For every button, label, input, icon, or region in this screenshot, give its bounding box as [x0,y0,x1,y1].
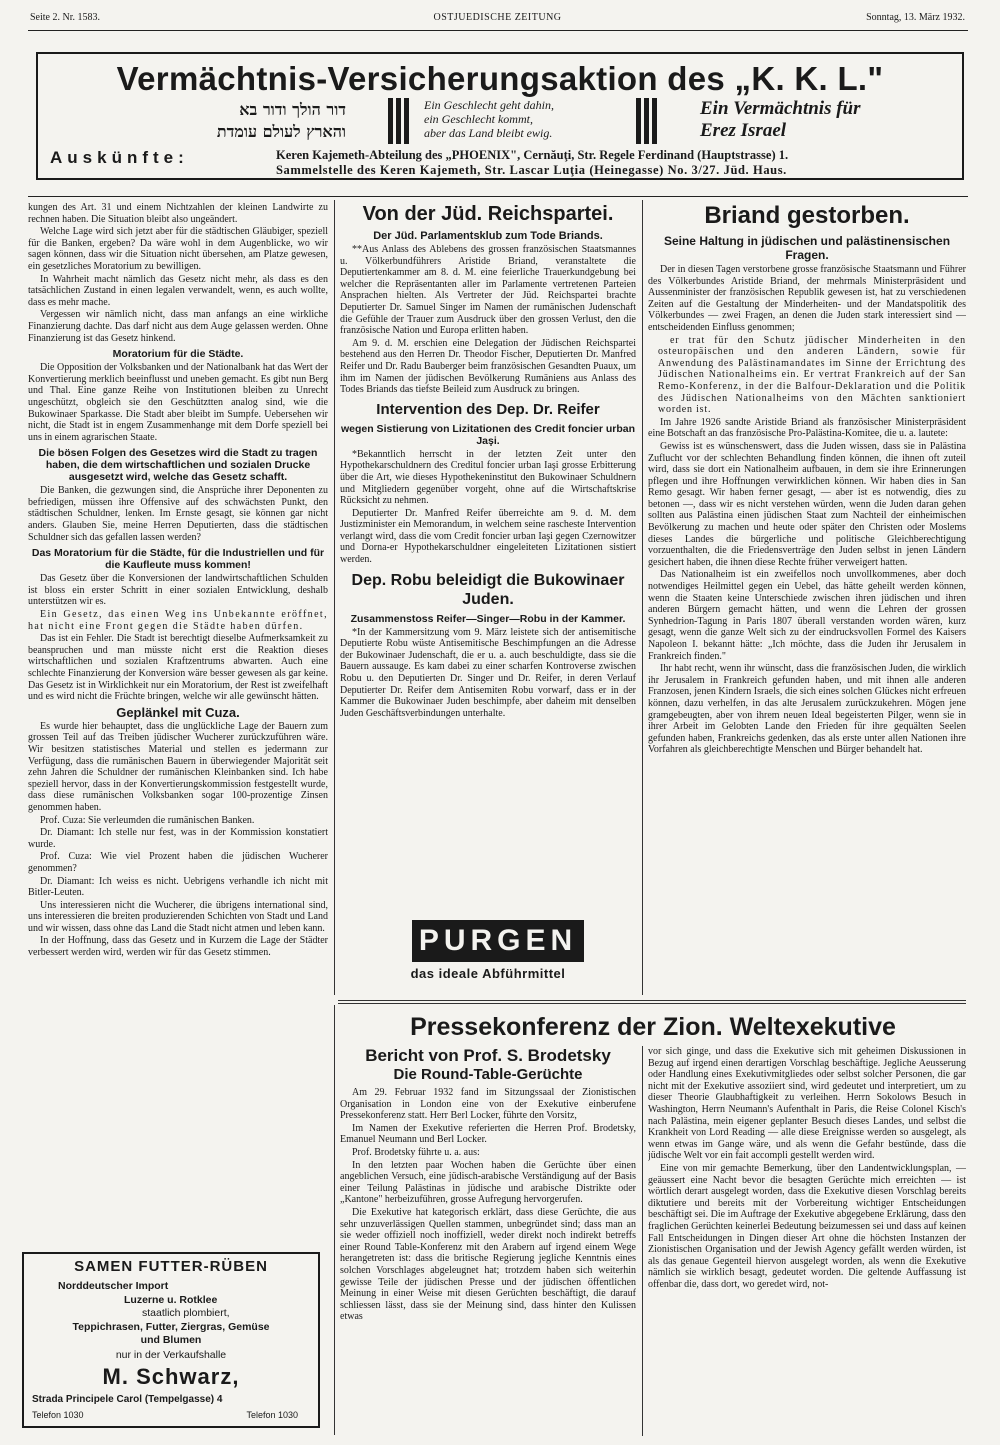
ad-address: Strada Principele Carol (Tempelgasse) 4 [32,1394,223,1405]
purgen-brand: PURGEN [412,920,584,962]
paragraph: Prof. Cuza: Sie verleumden die rumänischen Banken. [40,814,255,826]
subhead-briand: Seine Haltung in jüdischen und palästinensischen Fragen. [663,234,951,262]
info-line1: Keren Kajemeth-Abteilung des „PHOENIX", Cernăuţi, Str. Regele Ferdinand (Hauptstrasse) 1. [276,148,789,162]
paragraph: Prof. Cuza: Wie viel Prozent haben die jüdischen Wucherer genommen? [28,851,328,874]
subhead-robu: Zusammenstoss Reifer—Singer—Robu in der Kammer. [350,612,626,625]
paragraph: er trat für den Schutz jüdischer Minderheiten in den osteuropäischen und den anderen Ländern, sowie für Anwendung des Palästinamandates im Sinne der Errichtung des Jüdischen Nationalheims ein. Er vertrat Frankreich auf der San Remo-Konferenz, in der die Balfour-Deklaration und die Politik des Jüdischen Nationalheims von den Mächten sanktioniert worden ist. [658,334,966,416]
banner-bottom-rule [28,196,968,197]
paragraph: Die Exekutive hat kategorisch erklärt, dass diese Gerüchte, die aus sehr unzuverlässigen Quellen stammen, unbegründet sind; dass man an sie weder offiziell noch inoffiziell, weder direkt noch indirekt betreffs einer Round Table-Konferenz mit den Arabern auf irgend einem Wege herangetreten ist: dass die britische Regierung jegliche Kenntnis eines solchen Vorschlages abgeleugnet hat; trotzdem haben sich weiterhin gewisse Teile der jüdischen Presse und der jüdischen öffentlichen Meinung in einer Weise mit diesen Gerüchten beschäftigt, die darauf schliessen lässt, dass sie der Meinung sind, dass hinter den Kulissen etwas [340,1206,636,1323]
paragraph: Das Nationalheim ist ein zweifellos noch unvollkommenes, aber doch notwendiges Heilmittel gegen ein Uebel, das hätte geheilt werden können, wenn die Staaten keine Unterschiede zwischen ihren jüdischen und ihren anderen Bürgern gemacht hätten, und wenn die Lehren der grossen Synhedrion-Tagung in Paris 1807 überall verstanden worden wären, kurz gesagt, wenn die ganze Welt sich zu der eindrucksvollen Formel des Kaisers Napoleon I. bekannt hätte: „Ich möchte, dass die Juden ihr Jerusalem in Frankreich finden." [648,569,966,662]
banner-hebrew-line2: והארץ לעולם עומדת [216,122,346,141]
ad-line5: und Blumen [140,1334,202,1346]
paragraph: Am 29. Februar 1932 fand im Sitzungssaal der Zionistischen Organisation in London eine von der Exekutive einberufene Pressekonferenz statt. Herr Berl Locker, führte den Vorsitz, [340,1087,636,1122]
paragraph: Am 9. d. M. erschien eine Delegation der Jüdischen Reichspartei bestehend aus den Herren Dr. Theodor Fischer, Deputierten Dr. Manfred Reifer und Dr. Radu Bauberger beim französischen Gesandten Puaux, um ihm im Namen der jüdischen Bevölkerung Rumäniens aus Anlass des Todes Briands das tiefste Beileid zum Ausdruck zu bringen. [340,337,636,396]
paragraph: vor sich ginge, und dass die Exekutive sich mit geheimen Diskussionen in Bezug auf irgend einen derartigen Vorschlag beschäftige. Jegliche Aeusserung oder Handlung eines Exekutivmitgliedes oder selbst solcher Personen, die gar nicht mit der Exekutive assoziiert sind, wird gedeutet und interpretiert, um zu dieser Theorie Glaubhaftigkeit zu verleihen. Herrn Sokolows Besuch in Washington, Herrn Neumann's Aufenthalt in Paris, die Reise Colonel Kisch's nach Palästina, mein eigener geplanter Besuch dieses Landes, und selbst die Krankheit von Lord Reading — alle diese Ereignisse werden so ausgelegt, als wenn etwas im Gange wäre, und als wenn die Gefahr bestünde, dass die jüdische Welt vor ein fait accompli gestellt werden wird. [648,1046,966,1162]
ad-phone-right: Telefon 1030 [246,1410,298,1420]
ad-phone-left: Telefon 1030 [32,1410,84,1420]
ad-title: SAMEN FUTTER-RÜBEN [74,1258,268,1275]
newspaper-name: OSTJUEDISCHE ZEITUNG [433,12,562,23]
right-column-briand [648,202,966,992]
bottom-column-rule [642,1046,643,1436]
subhead-intervention: wegen Sistierung von Lizitationen des Credit foncier urban Jaşi. [340,422,636,447]
paragraph: Ein Gesetz, das einen Weg ins Unbekannte eröffnet, hat nicht eine Front gegen die Städte haben dürfen. [28,609,328,632]
seeds-advertisement [22,1252,320,1428]
banner-hebrew-line1: דור הולך ודור בא [239,100,346,119]
paragraph: Dr. Diamant: Ich weiss es nicht. Uebrigens verhandle ich nicht mit Bitler-Leuten. [28,875,328,899]
page-header [30,12,965,28]
purgen-tagline: das ideale Abführmittel [410,966,566,981]
section-rule [338,1003,966,1004]
subhead-round-table: Die Round-Table-Gerüchte [393,1066,583,1083]
paragraph: **Aus Anlass des Ablebens des grossen französischen Staatsmannes u. Völkerbundführers Aristide Briand, veranstaltete die Deputiertenkammer am 8. d. M. eine feierliche Trauerkundgebung bei welcher die Repräsentanten aller im Parlamente vertretenen Parteien Ansprachen hielten. Als Vertreter der Jüd. Reichspartei brachte Deputierter Dr. Samuel Singer im Namen der rumänischen Judenschaft die Gefühle der Trauer zum Ausdruck über den grossen Verlust, den die französische Nation und Europa erlitten haben. [340,244,636,337]
subhead-brodetsky: Bericht von Prof. S. Brodetsky [365,1046,611,1065]
paragraph: Prof. Brodetsky führte u. a. aus: [352,1146,480,1158]
banner-ornament-left [388,98,416,144]
banner-info [276,148,788,178]
section-heading: Geplänkel mit Cuza. [116,704,240,720]
paragraph: In Wahrheit macht nämlich das Gesetz nicht mehr, als dass es den tatsächlichen Zustand in einen legalen verwandelt, wenn, es auch wollte, dass es mehr mache. [28,273,328,308]
paragraph: Eine von mir gemachte Bemerkung, über den Landentwicklungsplan, — geäussert eine Nacht bevor die besagten Gerüchte mich erreichten — ist wörtlich derart ausgelegt worden, dass die Exekutive diesen Vorschlag bereits diktutiere und bereits mit der Vorbereitung wichtiger Entscheidungen beschäftigt sei. Die im Auftrage der Exekutive abgegebene Erklärung, dass den fraglichen Gerüchten keinerlei Bedeutung beizumessen sei und dass auf keinen Fall Entscheidungen in Dingen dieser Art ohne die höchsten Instanzen der Zionistischen Organisation und der Jewish Agency gefällt werden würden, ist als das genaue Gegenteil hiervon ausgelegt worden, als wenn die Exekutive nämlich sie wirklich besagt, gedeutet worden. Die geltende Auffassung ist offenbar die, dass dort, wo geredet wird, not- [648,1162,966,1290]
headline-pressekonferenz: Pressekonferenz der Zion. Weltexekutive [410,1013,896,1041]
paragraph: *In der Kammersitzung vom 9. März leistete sich der antisemitische Deputierte Robu wüste Antisemitische Beschimpfungen an die Adresse der Bukowinaer Judenschaft, die er u. a. auch beschuldigte, dass sie die Bauern aussauge. Es kam dabei zu einer scharfen Kontroverse zwischen Robu u. den Deputierten Dr. Singer und Dr. Reifer, in deren Verlauf Deputierter Dr. Reifer dem Antisemiten Robu vorwarf, dass er in der Kammer die Bukowinaer Juden beschimpfe, aber daheim mit denselben Juden Geschäftsverbindungen unterhalte. [340,626,636,719]
headline-intervention: Intervention des Dep. Dr. Reifer [376,400,600,418]
headline-robu: Dep. Robu beleidigt die Bukowinaer Juden. [351,571,625,608]
paragraph: Uns interessieren nicht die Wucherer, die übrigens international sind, uns interessieren die breiten produzierenden Schichten von Stadt und Land und wir wissen, dass ohne das Land die Stadt nicht atmen und leben kann. [28,899,328,934]
subhead-parlamentsklub: Der Jüd. Parlamentsklub zum Tode Briands. [373,230,603,242]
column-rule-right [642,200,643,995]
slogan-line1: Ein Vermächtnis für [700,98,861,119]
column-rule-bottom [334,1005,335,1435]
banner-ornament-right [636,98,664,144]
banner-quote [424,98,554,140]
banner-slogan [700,98,861,142]
kkl-banner [36,52,964,180]
ad-line2: Luzerne u. Rotklee [124,1294,218,1306]
page-reference: Seite 2. Nr. 1583. [30,12,100,23]
headline-reichspartei: Von der Jüd. Reichspartei. [362,203,614,225]
paragraph: Im Jahre 1926 sandte Aristide Briand als französischer Ministerpräsident eine Botschaft an das französische Pro-Palästina-Komitee, die u. a. lautete: [648,416,966,440]
quote-line3: aber das Land bleibt ewig. [424,126,553,140]
paragraph: Im Namen der Exekutive referierten die Herren Prof. Brodetsky, Emanuel Neumann und Berl Locker. [340,1122,636,1146]
headline-briand: Briand gestorben. [704,202,910,229]
section-heading: Das Moratorium für die Städte, für die Industriellen und für die Kaufleute muss kommen! [31,547,325,572]
section-rule [338,1000,966,1001]
bottom-article-col2 [648,1046,966,1436]
paragraph: Gewiss ist es wünschenswert, dass die Juden wissen, dass sie in Palästina Zuflucht vor der schlechten Behandlung finden können, die ihnen oft zuteil wird, dass sie dort ein Nationalheim aufbauen, in dem sie ihre Erinnerungen pflegen und ihre Hoffnungen verwirklichen können. Wir haben dies in San Remo gesagt. Wir haben ferner gesagt, — aber ist es notwendig, dies zu betonen —, dass wir es nicht verstehen würden, wenn die Juden daran gehen sollten aus Palästina einen jüdischen Staat zum Nachteil der einheimischen Bevölkerung zu machen und heute oder später den Christen oder Moslems dieses Landes die bürgerliche und politische Gleichberechtigung vorzuenthalten, die die Friedensverträge den Juden selbst in jenen Ländern gesichert haben, die ihnen diese Rechte früher verweigert hatten. [648,440,966,568]
slogan-line2: Erez Israel [700,120,787,141]
paragraph: Vergessen wir nämlich nicht, dass man anfangs an eine wirkliche Finanzierung dachte. Das darf nicht aus dem Auge gelassen werden. Ohne Finanzierung ist das Gesetz hinkend. [28,309,328,344]
paragraph: kungen des Art. 31 und einem Nichtzahlen der kleinen Landwirte zu rechnen haben. Die Situation bleibt also ungeändert. [28,202,328,225]
paragraph: Ihr habt recht, wenn ihr wünscht, dass die französischen Juden, die wirklich ihr Jerusalem in Frankreich gefunden haben, und mit ihnen alle anderen Franzosen, jenen Kindern Israels, die sich eines solchen Glückes nicht erfreuen können, dazu verhelfen, in das alte Jerusalem zurückzukehren. Mögen jene gramgebeugten, aber von ihrem neuen Ideal begeisterten Pilger, wenn sie in ihrer Arbeit im Gelobten Lande den Frieden für ihre gequälten Seelen gefunden haben, Frankreichs gedenken, das als erste unter allen Nationen ihre Vorfahren als gleichberechtigte Menschen und Bürger behandelt hat. [648,663,966,756]
section-heading: Moratorium für die Städte. [112,348,244,361]
ad-merchant-name: M. Schwarz, [102,1364,240,1389]
header-rule [28,30,968,31]
issue-date: Sonntag, 13. März 1932. [866,12,965,23]
quote-line1: Ein Geschlecht geht dahin, [424,98,554,112]
column-rule-left [334,200,335,995]
paragraph: Die Opposition der Volksbanken und der Nationalbank hat das Wert der Konvertierung merklich beeinflusst und uneben gemacht. Es gibt nun Berg und Thal. Eine ganze Reihe von Institutionen bleiben zu Unrecht ungeschützt, obgleich sie den Geschütztten analog sind, wie die Bukowinaer Sparkasse. Die Stadt aber bleibt im Sumpfe. Uebersehen wir nicht, die Stadt ist in engem Zusammenhange mit dem Dorfe speziell bei uns in einem agrarischen Staate. [28,362,328,443]
auskuenfte-label: Auskünfte: [50,148,189,167]
paragraph: In der Hoffnung, dass das Gesetz und in Kurzem die Lage der Städter verbessert werden wird, werden wir für das Gesetz stimmen. [28,935,328,959]
paragraph: Die Banken, die gezwungen sind, die Ansprüche ihrer Deponenten zu befriedigen, müssen ihre Offensive auf des schwächsten Punkt, den städtischen Schuldner, lenken. Im Ernste gesagt, sie können gar nicht anders. Glauben Sie, meine Herren Deputierten, dass die städtischen Schuldner sich das gefallen lassen werden? [28,485,328,543]
paragraph: *Bekanntlich herrscht in der letzten Zeit unter den Hypothekarschuldnern des Creditul foncier urban Iaşi grosse Erbitterung über die Art, wie dieses Hypothekeninstitut den Bukowinaer Schuldnern und Mitgliedern gegenüber vorgeht, ohne auf die Wirtschaftskrise Rücksicht zu nehmen. [340,448,636,507]
paragraph: In den letzten paar Wochen haben die Gerüchte über einen angeblichen Versuch, eine jüdisch-arabische Verständigung auf der Basis einer Teilung Palästinas in jüdische und arabische Distrikte oder „Kantone" herbeizuführen, grosse Aufregung hervorgerufen. [340,1159,636,1206]
paragraph: Dr. Diamant: Ich stelle nur fest, was in der Kommission konstatiert wurde. [28,827,328,850]
paragraph: Das Gesetz über die Konversionen der landwirtschaftlichen Schulden ist bloss ein erster Schritt in einer sozialen Entwicklung, deshalb unterstützen wir es. [28,573,328,608]
paragraph: Deputierter Dr. Manfred Reifer überreichte am 9. d. M. dem Justizminister ein Memorandum, in welchem seine rascheste Intervention verlangt wird, dass die vom Credit foncier urban Iaşi gegen Czernowitzer und Dorna-er Hypothekarschuldner eingeleiteten Lizitationen sistiert werden. [340,507,636,566]
ad-line1: Norddeutscher Import [58,1280,169,1292]
paragraph: Der in diesen Tagen verstorbene grosse französische Staatsmann und Führer des Völkerbundes Aristide Briand, der mehrmals Ministerpräsident und Aussenminister der französischen Republik gewesen ist, hat zu verschiedenen Zeiten auf die Gestaltung der Minderheiten- und der Mandatspolitik des Völkerbundes — zwei Fragen, an denen die Juden stark interessiert sind — entscheidenden Einfluss genommen; [648,264,966,333]
section-heading: Die bösen Folgen des Gesetzes wird die Stadt zu tragen haben, die dem wirtschaftlichen und sozialen Drucke ausgesetzt wird, welche das Gesetz schafft. [38,447,318,484]
paragraph: Es wurde hier behauptet, dass die unglückliche Lage der Bauern zum grossen Teil auf das Treiben jüdischer Wucherer zurückzuführen wäre. Wir besitzen statistisches Material und stellen es jedermann zur Verfügung, dass die rumänischen Bauern in überwiegender Majorität seit zehn Jahren die Schuldner der rumänischen Kleinbanken sind. Ich habe speziell hervor, dass in der Konvertierungskommission festgestellt wurde, dass diese rumänischen Volksbanken sogar 100-prozentige Zinsen genommen haben. [28,720,328,813]
ad-line3: staatlich plombiert, [142,1307,230,1319]
ad-line6: nur in der Verkaufshalle [115,1349,227,1361]
bottom-article-col1 [340,1046,636,1436]
quote-line2: ein Geschlecht kommt, [424,112,533,126]
paragraph: Welche Lage wird sich jetzt aber für die städtischen Gläubiger, speziell für die Banken, ergeben? Da wäre wohl in dem Augenblicke, wo wir sagen können, dass wir die Situation nicht übersehen, am Platze gewesen, ein gesetzliches Moratorium zu bewilligen. [28,226,328,272]
banner-title: Vermächtnis-Versicherungsaktion des „K. K. L." [116,60,884,97]
info-line2: Sammelstelle des Keren Kajemeth, Str. Lascar Luţia (Heinegasse) No. 3/27. Jüd. Haus. [276,163,787,177]
ad-line4: Teppichrasen, Futter, Ziergras, Gemüse [72,1321,270,1333]
paragraph: Das ist ein Fehler. Die Stadt ist berechtigt dieselbe Aufmerksamkeit zu beanspruchen und man müsste nicht erst die Reaktion dieses wirtschaftlichen und sozialen Kraftzentrums abwarten. Auch eine schlechte Finanzierung der Konversion wäre besser gewesen als gar keine. Das Gesetz ist in Wirklichkeit nur ein Moratorium, der Rest ist zweifelhaft und es wird nicht die Früchte bringen, welche wir alle gewünscht hätten. [28,633,328,703]
left-column-article [28,202,328,1242]
middle-column [340,202,636,907]
